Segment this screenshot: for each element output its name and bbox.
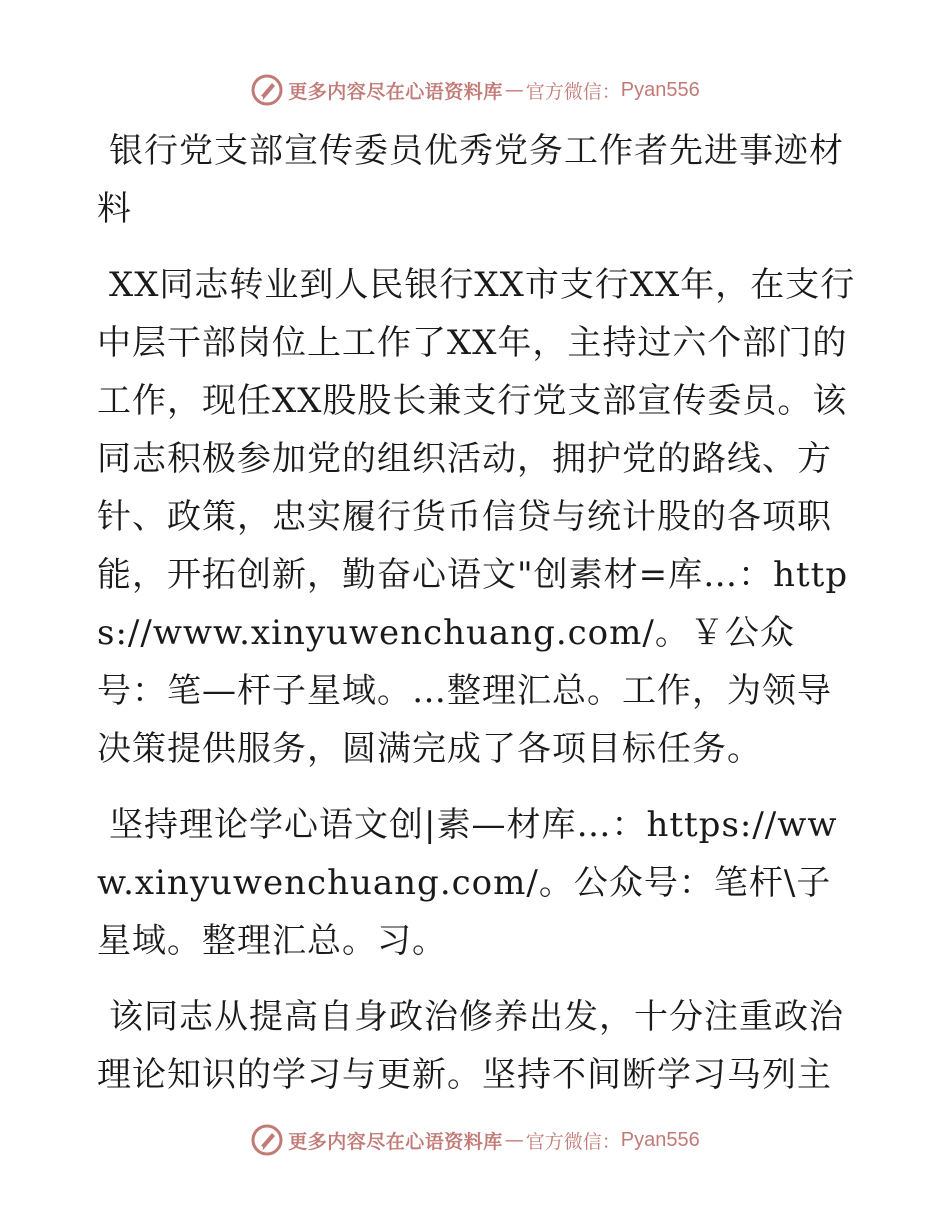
watermark-separator: —: [504, 1129, 524, 1151]
watermark-separator: —: [504, 79, 524, 101]
watermark-wechat-id: Pyan556: [620, 78, 700, 101]
watermark-main-text: 更多内容尽在心语资料库: [288, 1130, 503, 1153]
document-title: 银行党支部宣传委员优秀党务工作者先进事迹材料: [97, 131, 844, 229]
pen-logo-icon: [250, 1123, 284, 1157]
document-body: [97, 122, 857, 1104]
watermark-wechat-id: Pyan556: [620, 1128, 700, 1151]
paragraph-3: 该同志从提高自身政治修养出发，十分注重政治理论知识的学习与更新。坚持不间断学习马列主: [97, 997, 844, 1095]
footer-watermark: [0, 1120, 950, 1160]
paragraph-1: XX同志转业到人民银行XX市支行XX年，在支行中层干部岗位上工作了XX年，主持过六个部门的工作，现任XX股股长兼支行党支部宣传委员。该同志积极参加党的组织活动，拥护党的路线、方针、政策，忠实履行货币信贷与统计股的各项职能，开拓创新，勤奋心语文"创素材=库…：https://www.xinyuwenchuang.com/。￥公众号：笔—杆子星域。…整理汇总。工作，为领导决策提供服务，圆满完成了各项目标任务。: [97, 265, 856, 769]
watermark-sub-text: 官方微信：: [525, 1130, 621, 1153]
watermark-sub-text: 官方微信：: [525, 80, 621, 103]
watermark-main-text: 更多内容尽在心语资料库: [288, 80, 503, 103]
paragraph-2: 坚持理论学心语文创|素—材库…：https://www.xinyuwenchuang.com/。公众号：笔杆\子星域。整理汇总。习。: [97, 805, 838, 961]
header-watermark: [0, 70, 950, 110]
pen-logo-icon: [250, 73, 284, 107]
